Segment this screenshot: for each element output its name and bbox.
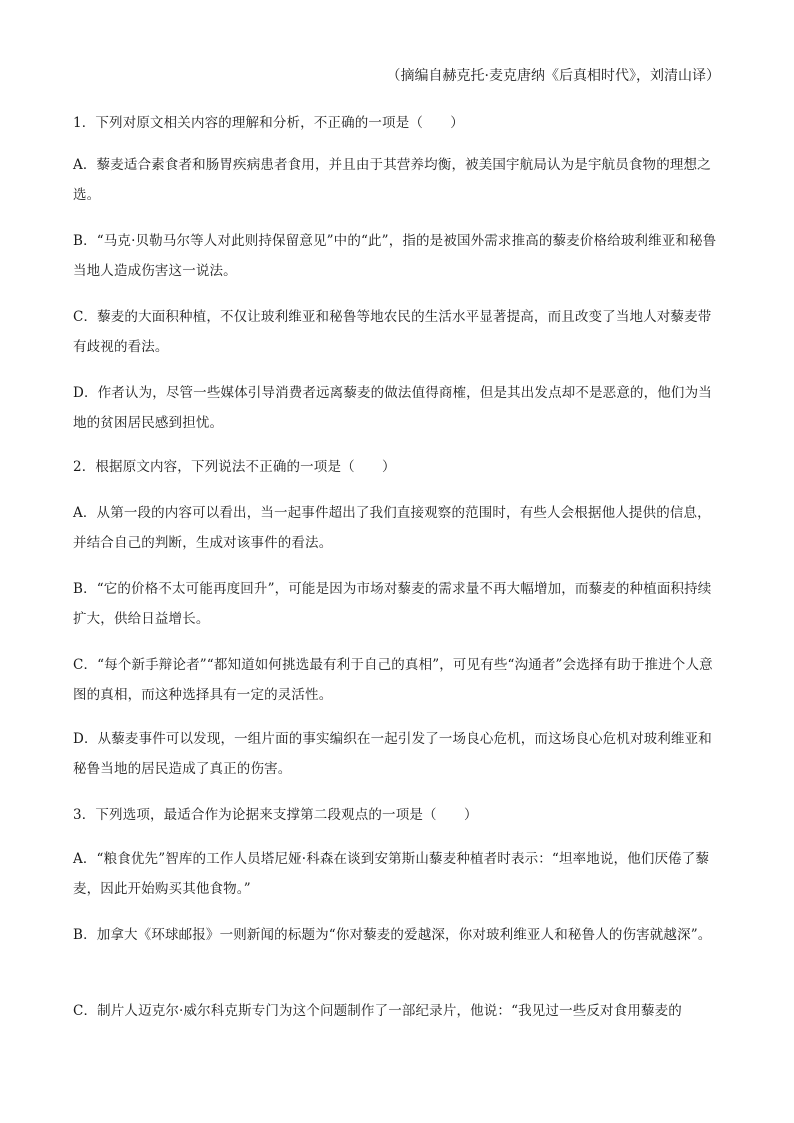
question-2-option-a: A．从第一段的内容可以看出，当一起事件超出了我们直接观察的范围时，有些人会根据他人提供的信息，并结合自己的判断，生成对该事件的看法。	[73, 505, 711, 551]
question-3-stem: 3．下列选项，最适合作为论据来支撑第二段观点的一项是（ ）	[73, 807, 478, 823]
question-1-stem: 1．下列对原文相关内容的理解和分析，不正确的一项是（ ）	[73, 115, 464, 131]
source-citation: （摘编自赫克托·麦克唐纳《后真相时代》，刘清山译）	[386, 68, 720, 84]
question-3-option-a: A．“粮食优先”智库的工作人员塔尼娅·科森在谈到安第斯山藜麦种植者时表示：“坦率地说，他们厌倦了藜麦，因此开始购买其他食物。”	[73, 851, 710, 897]
question-2-option-b: B．“它的价格不太可能再度回升”，可能是因为市场对藜麦的需求量不再大幅增加，而藜麦的种植面积持续扩大，供给日益增长。	[73, 581, 712, 627]
question-2-option-d: D．从藜麦事件可以发现，一组片面的事实编织在一起引发了一场良心危机，而这场良心危机对玻利维亚和秘鲁当地的居民造成了真正的伤害。	[73, 731, 712, 777]
question-1-option-a: A．藜麦适合素食者和肠胃疾病患者食用，并且由于其营养均衡，被美国宇航局认为是宇航员食物的理想之选。	[73, 157, 711, 203]
question-1-option-b: B．“马克·贝勒马尔等人对此则持保留意见”中的“此”，指的是被国外需求推高的藜麦价格给玻利维亚和秘鲁当地人造成伤害这一说法。	[73, 233, 717, 279]
question-1-option-d: D．作者认为，尽管一些媒体引导消费者远离藜麦的做法值得商榷，但是其出发点却不是恶意的，他们为当地的贫困居民感到担忧。	[73, 385, 712, 431]
question-2-option-c: C．“每个新手辩论者”“都知道如何挑选最有利于自己的真相”，可见有些“沟通者”会选择有助于推进个人意图的真相，而这种选择具有一定的灵活性。	[73, 657, 713, 703]
question-3-option-c: C．制片人迈克尔·威尔科克斯专门为这个问题制作了一部纪录片，他说：“我见过一些反对食用藜麦的	[73, 1003, 682, 1019]
question-3-option-b: B．加拿大《环球邮报》一则新闻的标题为“你对藜麦的爱越深，你对玻利维亚人和秘鲁人的伤害就越深”。	[73, 927, 712, 943]
question-1-option-c: C．藜麦的大面积种植，不仅让玻利维亚和秘鲁等地农民的生活水平显著提高，而且改变了当地人对藜麦带有歧视的看法。	[73, 309, 712, 355]
question-2-stem: 2．根据原文内容，下列说法不正确的一项是（ ）	[73, 459, 396, 475]
